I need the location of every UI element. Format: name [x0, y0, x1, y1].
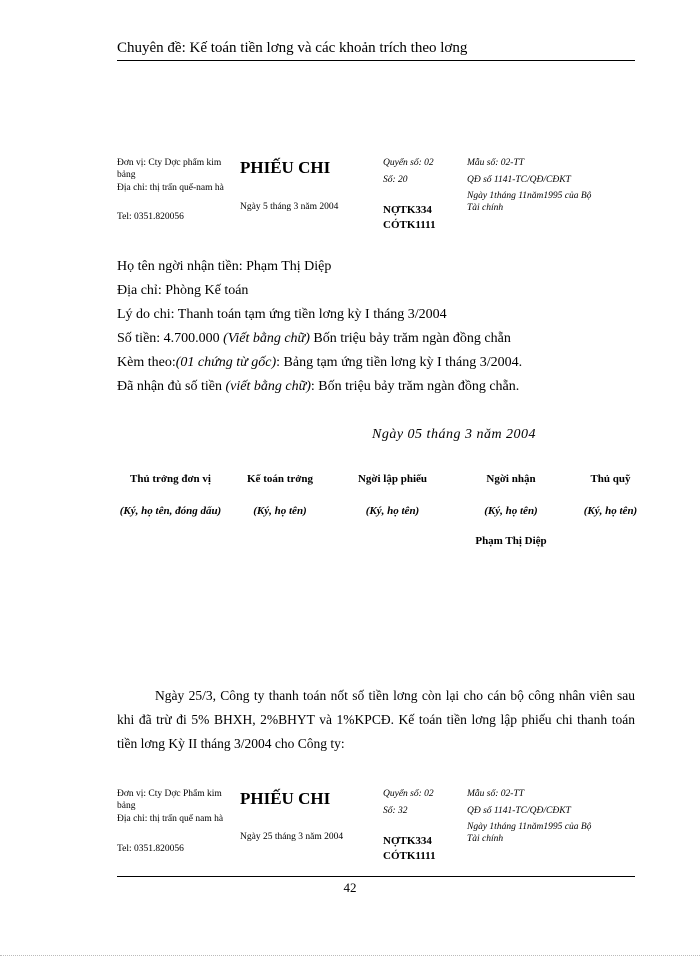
voucher-title: PHIẾU CHI [240, 789, 331, 808]
signature-note: (Ký, họ tên, đóng dấu) [119, 505, 222, 517]
debit-account: NỢTK334 [383, 835, 432, 847]
received-line [117, 379, 519, 395]
sign-date: Ngày 05 tháng 3 năm 2004 [372, 427, 537, 442]
attach-text: : Bảng tạm ứng tiền lơng kỳ I tháng 3/2004. [276, 355, 523, 370]
recipient-line: Họ tên ngời nhận tiền: Phạm Thị Diệp [117, 259, 332, 274]
credit-account: CÓTK1111 [383, 219, 436, 231]
form-number: Mẫu số: 02-TT [467, 789, 525, 799]
unit: Đơn vị: Cty Dợc Phẩm kim bảng [117, 789, 222, 811]
signature-note: (Ký, họ tên) [484, 505, 538, 517]
decision: QĐ số 1141-TC/QĐ/CĐKT [467, 806, 571, 816]
header-rule [117, 60, 635, 61]
address: Địa chỉ: thị trấn quế nam hà [117, 814, 224, 824]
page-edge [0, 955, 700, 956]
signature-role: Kế toán trởng [247, 473, 313, 485]
signature-note: (Ký, họ tên) [253, 505, 307, 517]
body-paragraph: Ngày 25/3, Công ty thanh toán nốt số tiền lơng còn lại cho cán bộ công nhân viên sau khi đã trừ đi 5% BHXH, 2%BHYT và 1%KPCĐ. Kế toán tiền lơng lập phiếu chi thanh toán tiền lơng Kỳ II tháng 3/2004 cho Công ty: [117, 688, 635, 751]
reason-line: Lý do chi: Thanh toán tạm ứng tiền lơng kỳ I tháng 3/2004 [117, 307, 447, 322]
decision: QĐ số 1141-TC/QĐ/CĐKT [467, 175, 571, 185]
unit: Đơn vị: Cty Dợc phẩm kim bảng [117, 158, 222, 180]
signature-note: (Ký, họ tên) [365, 505, 420, 517]
signature-note: (Ký, họ tên) [583, 505, 638, 517]
signature-name: Phạm Thị Diệp [475, 535, 547, 547]
voucher-number: Số: 20 [383, 175, 408, 185]
signature-role: Thủ trởng đơn vị [130, 473, 211, 485]
signature-role: Ngời lập phiếu [357, 473, 428, 485]
attach-label: Kèm theo: [117, 355, 176, 370]
book-number: Quyển số: 02 [383, 158, 434, 168]
amount-line [117, 331, 511, 347]
issued-by: Ngày 1tháng 11năm1995 của Bộ Tài chính [467, 822, 592, 844]
tel: Tel: 0351.820056 [117, 844, 184, 854]
tel: Tel: 0351.820056 [117, 212, 184, 222]
amount-words-label: (Viết bằng chữ) [223, 331, 310, 346]
amount-words: Bốn triệu bảy trăm ngàn đồng chẵn [309, 331, 511, 346]
received-text: : Bốn triệu bảy trăm ngàn đồng chẵn. [310, 379, 520, 394]
footer-rule [117, 876, 635, 877]
issued-by: Ngày 1tháng 11năm1995 của Bộ Tài chính [467, 191, 592, 213]
address: Địa chỉ: thị trấn quế-nam hà [117, 183, 224, 193]
voucher-date: Ngày 5 tháng 3 năm 2004 [240, 202, 339, 212]
attachment-line [117, 355, 522, 371]
signature-role: Thủ quỹ [590, 473, 631, 485]
amount: Số tiền: 4.700.000 [117, 331, 224, 346]
form-number: Mẫu số: 02-TT [467, 158, 525, 168]
address-line: Địa chỉ: Phòng Kế toán [117, 283, 249, 298]
attach-count: (01 chứng từ gốc) [175, 355, 277, 370]
debit-account: NỢTK334 [383, 204, 432, 216]
credit-account: CÓTK1111 [383, 850, 436, 862]
received-label: Đã nhận đủ số tiền [117, 379, 226, 394]
voucher-date: Ngày 25 tháng 3 năm 2004 [240, 832, 344, 842]
voucher-title: PHIẾU CHI [240, 158, 331, 177]
received-words-label: (viết bằng chữ) [225, 379, 311, 394]
document-header: Chuyên đề: Kế toán tiền lơng và các khoản trích theo lơng [117, 40, 468, 56]
signature-role: Ngời nhận [486, 473, 536, 485]
voucher-number: Số: 32 [383, 806, 408, 816]
page-number: 42 [343, 880, 357, 895]
book-number: Quyển số: 02 [383, 789, 434, 799]
